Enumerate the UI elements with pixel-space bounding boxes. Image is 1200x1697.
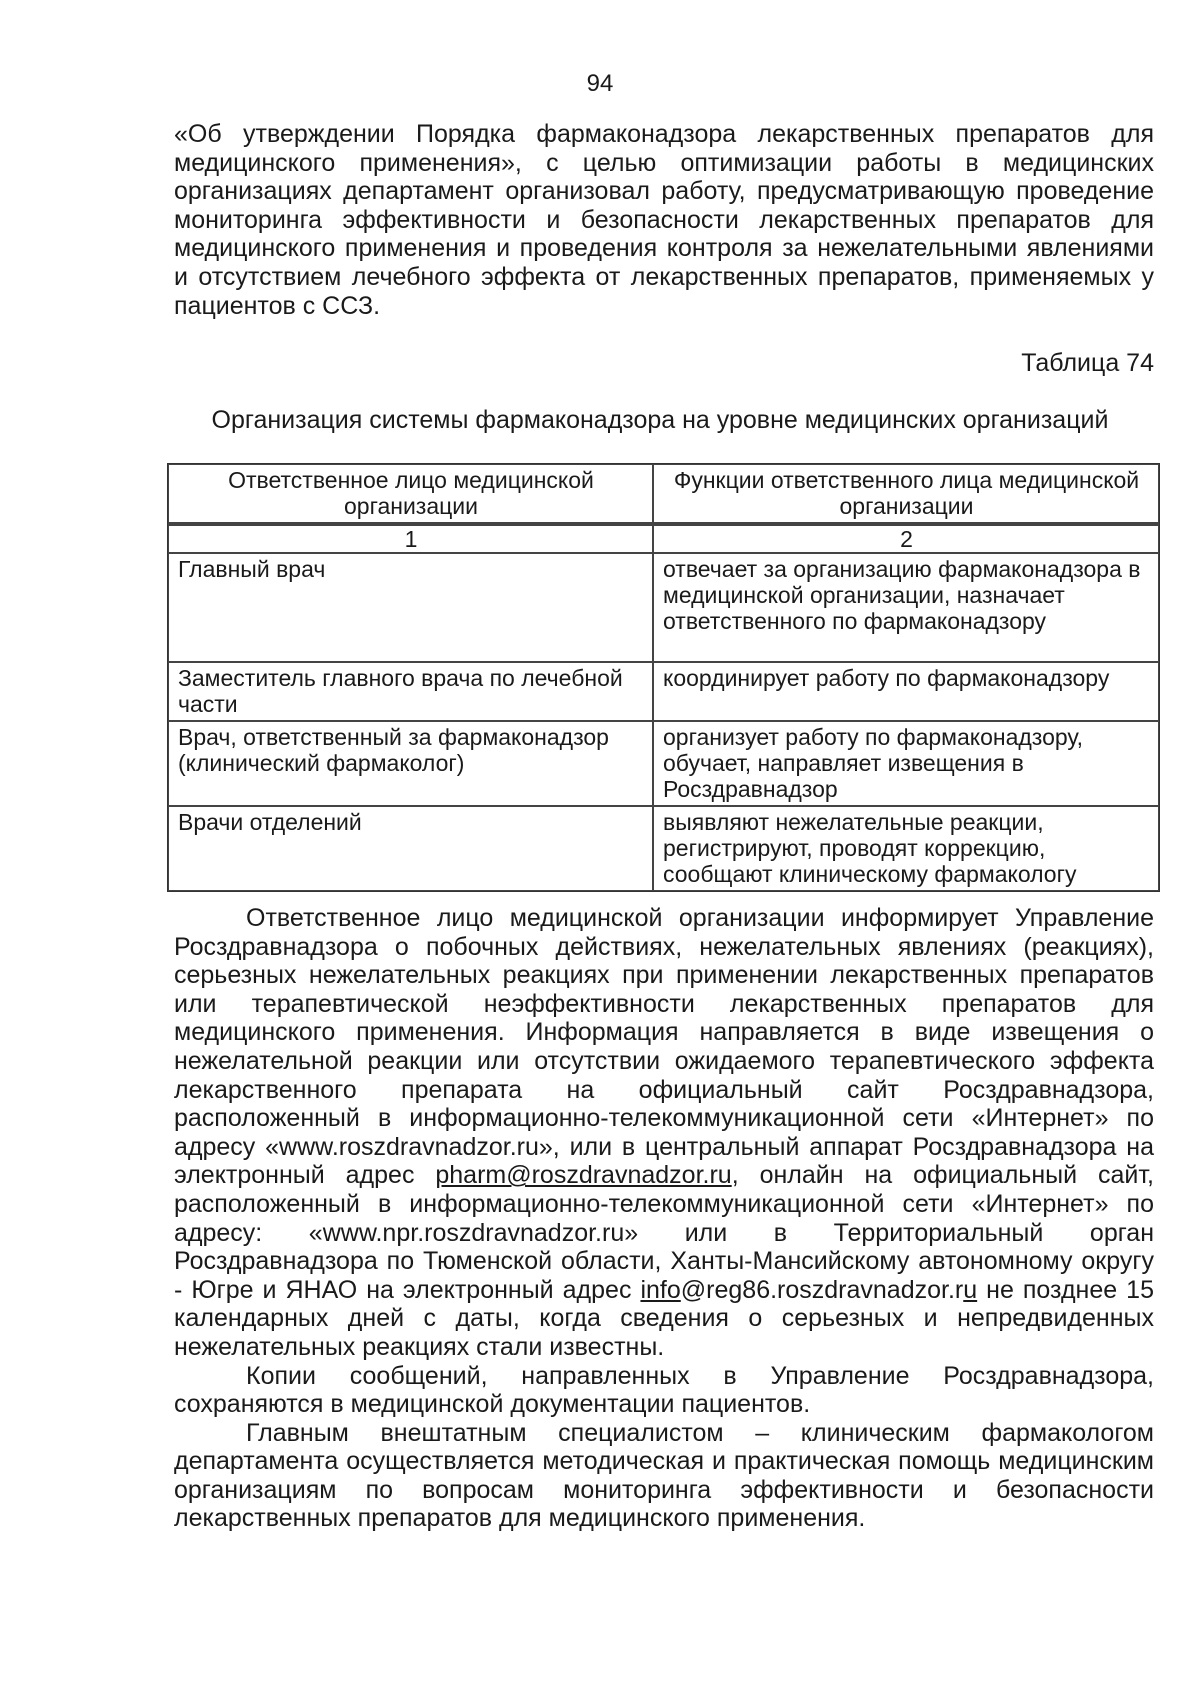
pharmacovigilance-table <box>167 463 1160 892</box>
table-cell-person: Главный врач <box>168 553 653 662</box>
table-cell-person: Врач, ответственный за фармаконадзор (клинический фармаколог) <box>168 721 653 806</box>
table-cell-function: выявляют нежелательные реакции, регистрируют, проводят коррекцию, сообщают клиническому фармакологу <box>653 806 1159 891</box>
paragraph-text: Ответственное лицо медицинской организации информирует Управление Росздравнадзора о побочных действиях, нежелательных явлениях (реакциях), серьезных нежелательных реакциях при применении лекарственных препаратов или терапевтической неэффективности лекарственных препаратов для медицинского применения. Информация направляется в виде извещения о нежелательной реакции или отсутствии ожидаемого терапевтического эффекта лекарственного препарата на официальный сайт Росздравнадзора, расположенный в информационно-телекоммуникационной сети «Интернет» по адресу «www.roszdravnadzor.ru», или в центральный аппарат Росздравнадзора на электронный адрес <box>174 904 1154 1190</box>
paragraph-specialist: Главным внештатным специалистом – клиническим фармакологом департамента осуществляется методическая и практическая помощь медицинским организациям по вопросам мониторинга эффективности и безопасности лекарственных препаратов для медицинского применения. <box>174 1418 1154 1533</box>
email-domain-text: @reg86.roszdravnadzor.r <box>680 1275 964 1304</box>
email-domain-end: u <box>963 1275 978 1304</box>
table-cell-function: организует работу по фармаконадзору, обучает, направляет извещения в Росздравнадзор <box>653 721 1159 806</box>
column-number-cell: 2 <box>653 523 1159 553</box>
table-row <box>168 553 1159 662</box>
paragraph-text: , онлайн на официальный сайт, расположенный в информационно-телекоммуникационной сети «Интернет» по адресу: «www.npr.roszdravnadzor.ru» или в Территориальный орган Росздравнадзора по Тюменской области, Ханты-Мансийскому автономному округу - Югре и ЯНАО на электронный адрес <box>174 1161 1154 1304</box>
table-cell-person: Заместитель главного врача по лечебной части <box>168 662 653 721</box>
table-row <box>168 721 1159 806</box>
email-link-pharm[interactable]: pharm@roszdravnadzor.ru <box>435 1161 732 1190</box>
table-caption: Организация системы фармаконадзора на уровне медицинских организаций <box>211 406 1109 434</box>
paragraph-notification <box>174 904 1154 1362</box>
table-row <box>168 806 1159 891</box>
table-header-row <box>168 464 1159 523</box>
column-number-cell: 1 <box>168 523 653 553</box>
paragraph-text: не позднее 15 календарных дней с даты, когда сведения о серьезных и непредвиденных нежелательных реакциях стали известны. <box>174 1275 1154 1361</box>
body-text <box>174 904 1154 1533</box>
table-cell-person: Врачи отделений <box>168 806 653 891</box>
table-column-number-row <box>168 523 1159 553</box>
page-number: 94 <box>586 70 614 97</box>
paragraph-copies: Копии сообщений, направленных в Управление Росздравнадзора, сохраняются в медицинской документации пациентов. <box>174 1361 1154 1419</box>
table-row <box>168 662 1159 721</box>
intro-paragraph: «Об утверждении Порядка фармаконадзора лекарственных препаратов для медицинского применения», с целью оптимизации работы в медицинских организациях департамент организовал работу, предусматривающую проведение мониторинга эффективности и безопасности лекарственных препаратов для медицинского применения и проведения контроля за нежелательными явлениями и отсутствием лечебного эффекта от лекарственных препаратов, применяемых у пациентов с ССЗ. <box>174 120 1154 320</box>
table-header-cell: Функции ответственного лица медицинской организации <box>653 464 1159 523</box>
table-header-cell: Ответственное лицо медицинской организации <box>168 464 653 523</box>
table-label: Таблица 74 <box>1021 349 1154 377</box>
table-cell-function: отвечает за организацию фармаконадзора в медицинской организации, назначает ответственного по фармаконадзору <box>653 553 1159 662</box>
email-link-info[interactable]: info <box>640 1275 681 1304</box>
table-cell-function: координирует работу по фармаконадзору <box>653 662 1159 721</box>
